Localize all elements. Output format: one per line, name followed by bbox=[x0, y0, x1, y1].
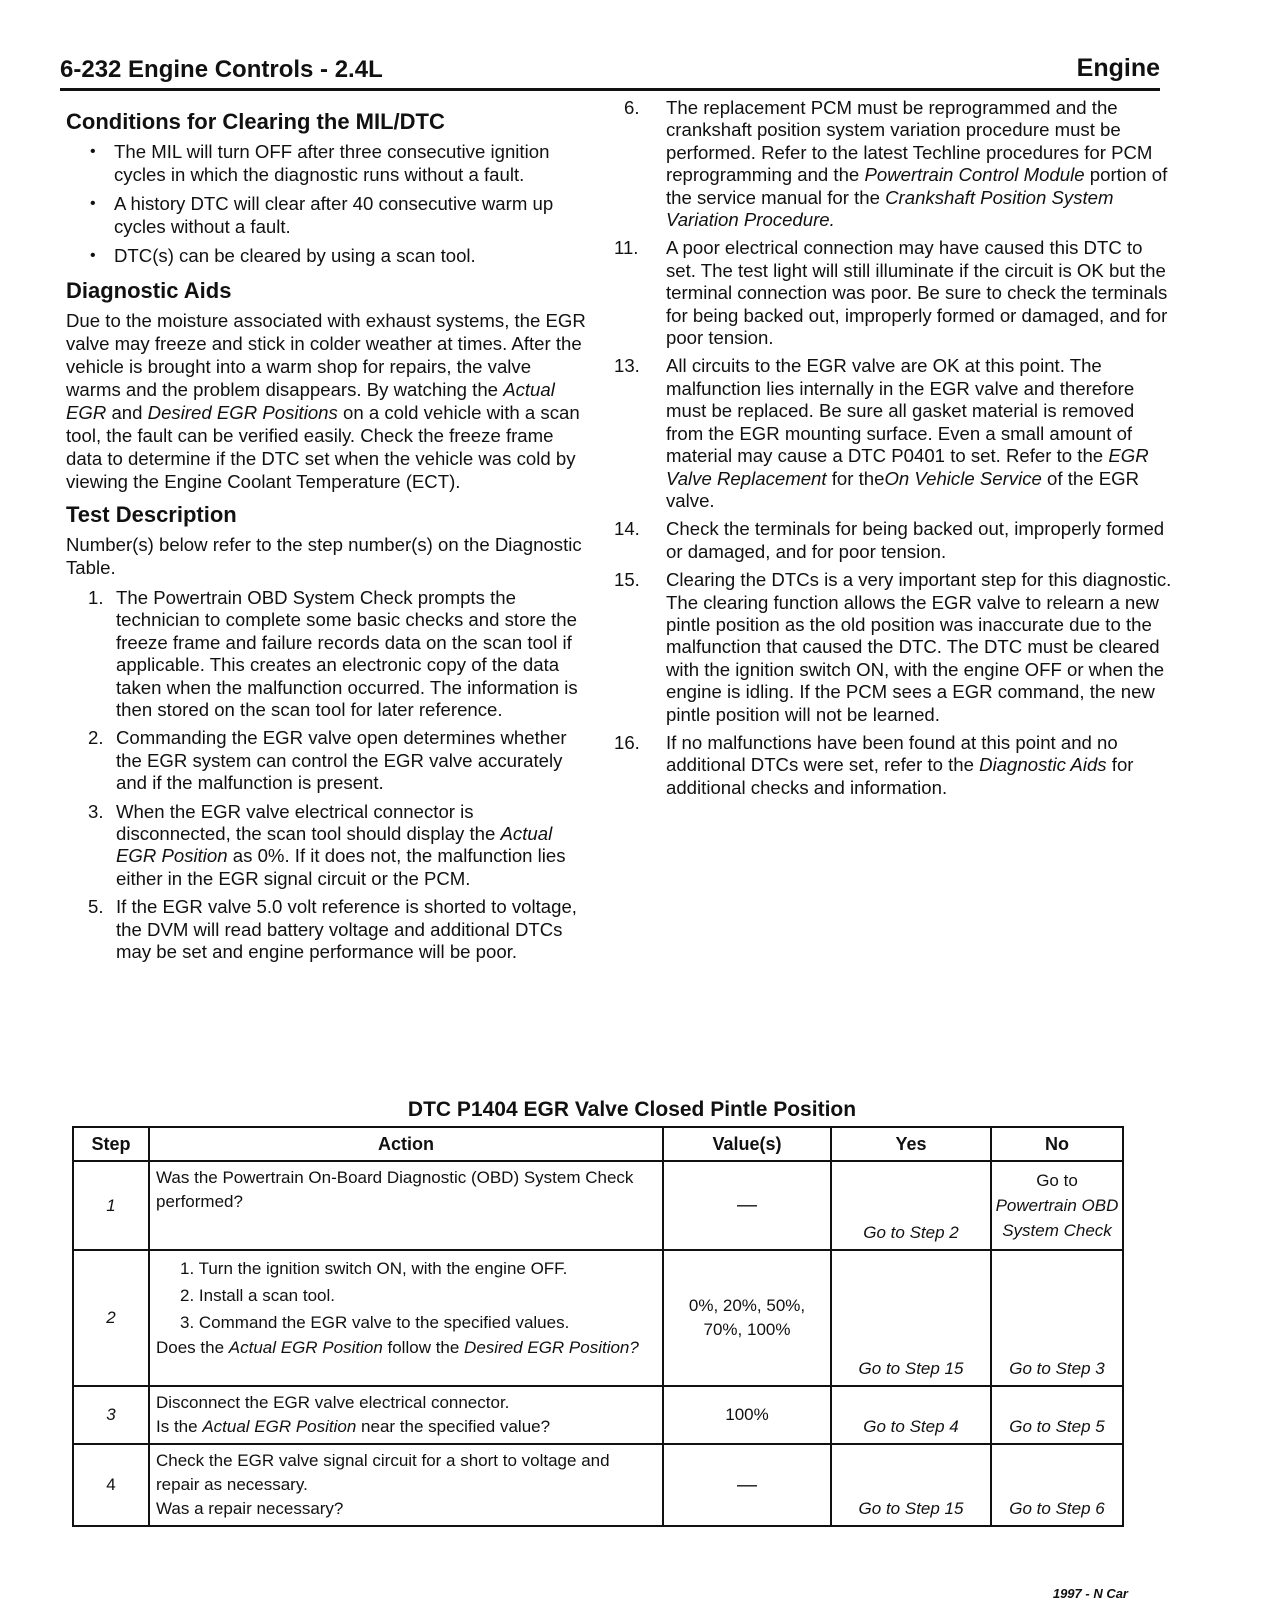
no-cell: Go to Powertrain OBD System Check bbox=[991, 1161, 1123, 1250]
action-cell: 1. Turn the ignition switch ON, with the engine OFF. 2. Install a scan tool. 3. Command the EGR valve to the specified values. Does the Actual EGR Position follow the Desired EGR Position? bbox=[149, 1250, 663, 1386]
test-description-intro: Number(s) below refer to the step number(s) on the Diagnostic Table. bbox=[66, 534, 582, 578]
left-column bbox=[66, 102, 586, 970]
right-column bbox=[614, 97, 1172, 805]
no-cell: Go to Step 5 bbox=[991, 1386, 1123, 1444]
test-steps-right bbox=[614, 97, 1172, 799]
test-description-heading: Test Description bbox=[66, 502, 237, 527]
value-cell: 100% bbox=[663, 1386, 831, 1444]
yes-cell: Go to Step 15 bbox=[831, 1444, 991, 1526]
header-step: Step bbox=[73, 1127, 149, 1161]
diagnostic-aids-heading: Diagnostic Aids bbox=[66, 278, 232, 303]
step-number: 1 bbox=[73, 1161, 149, 1250]
header-action: Action bbox=[149, 1127, 663, 1161]
list-item: 16. If no malfunctions have been found at this point and no additional DTCs were set, refer to the Diagnostic Aids for additional checks and information. bbox=[614, 731, 1134, 798]
table-row bbox=[73, 1444, 1123, 1526]
table-row bbox=[73, 1250, 1123, 1386]
yes-cell: Go to Step 4 bbox=[831, 1386, 991, 1444]
list-item: 15. Clearing the DTCs is a very important step for this diagnostic. The clearing function allows the EGR valve to relearn a new pintle position as the old position was inaccurate due to the malfunction that caused the DTC. The DTC must be cleared with the ignition switch ON, with the engine OFF or when the engine is idling. If the PCM sees a EGR command, the new pintle position will not be learned. bbox=[614, 569, 1172, 725]
diagnostic-aids-text: Due to the moisture associated with exhaust systems, the EGR valve may freeze and stick in colder weather at times. After the vehicle is brought into a warm shop for repairs, the valve warms and the problem disappears. By watching the Actual EGR and Desired EGR Positions on a cold vehicle with a scan tool, the fault can be verified easily. Check the freeze frame data to determine if the DTC set when the vehicle was cold by viewing the Engine Coolant Temperature (ECT). bbox=[66, 310, 586, 492]
list-item: 11. A poor electrical connection may have caused this DTC to set. The test light will still illuminate if the circuit is OK but the terminal connection was poor. Be sure to check the terminals for being backed out, improperly formed or damaged, and for poor tension. bbox=[614, 237, 1168, 349]
page-title: 6-232 Engine Controls - 2.4L bbox=[60, 56, 383, 83]
action-cell: Was the Powertrain On-Board Diagnostic (OBD) System Check performed? bbox=[149, 1161, 663, 1250]
yes-cell: Go to Step 2 bbox=[831, 1161, 991, 1250]
header-yes: Yes bbox=[831, 1127, 991, 1161]
no-cell: Go to Step 3 bbox=[991, 1250, 1123, 1386]
yes-cell: Go to Step 15 bbox=[831, 1250, 991, 1386]
clearing-heading: Conditions for Clearing the MIL/DTC bbox=[66, 109, 445, 134]
list-item: 5. If the EGR valve 5.0 volt reference is shorted to voltage, the DVM will read battery voltage and additional DTCs may be set and engine performance will be poor. bbox=[88, 896, 577, 963]
list-item: • The MIL will turn OFF after three consecutive ignition cycles in which the diagnostic runs without a fault. bbox=[90, 140, 586, 186]
list-item: 3. When the EGR valve electrical connector is disconnected, the scan tool should display the Actual EGR Position as 0%. If it does not, the malfunction lies either in the EGR signal circuit or the PCM. bbox=[88, 800, 566, 889]
value-cell: — bbox=[663, 1444, 831, 1526]
no-cell: Go to Step 6 bbox=[991, 1444, 1123, 1526]
list-item: 6. The replacement PCM must be reprogrammed and the crankshaft position system variation procedure must be performed. Refer to the latest Techline procedures for PCM reprogramming and the Powertrain Control Module portion of the service manual for the Crankshaft Position System Variation Procedure. bbox=[624, 97, 1168, 231]
step-number: 2 bbox=[73, 1250, 149, 1386]
section-name: Engine bbox=[1076, 54, 1160, 82]
page-footer: 1997 - N Car bbox=[1052, 1586, 1128, 1601]
table-title: DTC P1404 EGR Valve Closed Pintle Position bbox=[407, 1098, 857, 1121]
diagnostic-table bbox=[72, 1126, 1124, 1527]
header-no: No bbox=[991, 1127, 1123, 1161]
page-header bbox=[60, 52, 1160, 91]
value-cell: 0%, 20%, 50%, 70%, 100% bbox=[663, 1250, 831, 1386]
table-row bbox=[73, 1386, 1123, 1444]
list-item: 1. The Powertrain OBD System Check prompts the technician to complete some basic checks and store the freeze frame and failure records data on the scan tool if applicable. This creates an electronic copy of the data taken when the malfunction occurred. The information is then stored on the scan tool for later reference. bbox=[88, 587, 578, 721]
table-row bbox=[73, 1161, 1123, 1250]
list-item: • DTC(s) can be cleared by using a scan tool. bbox=[90, 244, 586, 267]
value-cell: — bbox=[663, 1161, 831, 1250]
table-header-row bbox=[73, 1127, 1123, 1161]
clearing-list bbox=[66, 140, 586, 267]
list-item: 2. Commanding the EGR valve open determines whether the EGR system can control the EGR valve accurately and if the malfunction is present. bbox=[88, 727, 567, 794]
list-item: 13. All circuits to the EGR valve are OK at this point. The malfunction lies internally in the EGR valve and therefore must be replaced. Be sure all gasket material is removed from the EGR mounting surface. Even a small amount of material may cause a DTC P0401 to set. Refer to the EGR Valve Replacement for theOn Vehicle Service of the EGR valve. bbox=[614, 355, 1149, 511]
list-item: 14. Check the terminals for being backed out, improperly formed or damaged, and for poor tension. bbox=[614, 518, 1165, 562]
header-values: Value(s) bbox=[663, 1127, 831, 1161]
action-cell: Check the EGR valve signal circuit for a short to voltage and repair as necessary. Was a repair necessary? bbox=[149, 1444, 663, 1526]
step-number: 3 bbox=[73, 1386, 149, 1444]
list-item: • A history DTC will clear after 40 consecutive warm up cycles without a fault. bbox=[90, 192, 586, 238]
step-number: 4 bbox=[73, 1444, 149, 1526]
test-steps-left bbox=[66, 587, 586, 964]
action-cell: Disconnect the EGR valve electrical connector. Is the Actual EGR Position near the specified value? bbox=[149, 1386, 663, 1444]
